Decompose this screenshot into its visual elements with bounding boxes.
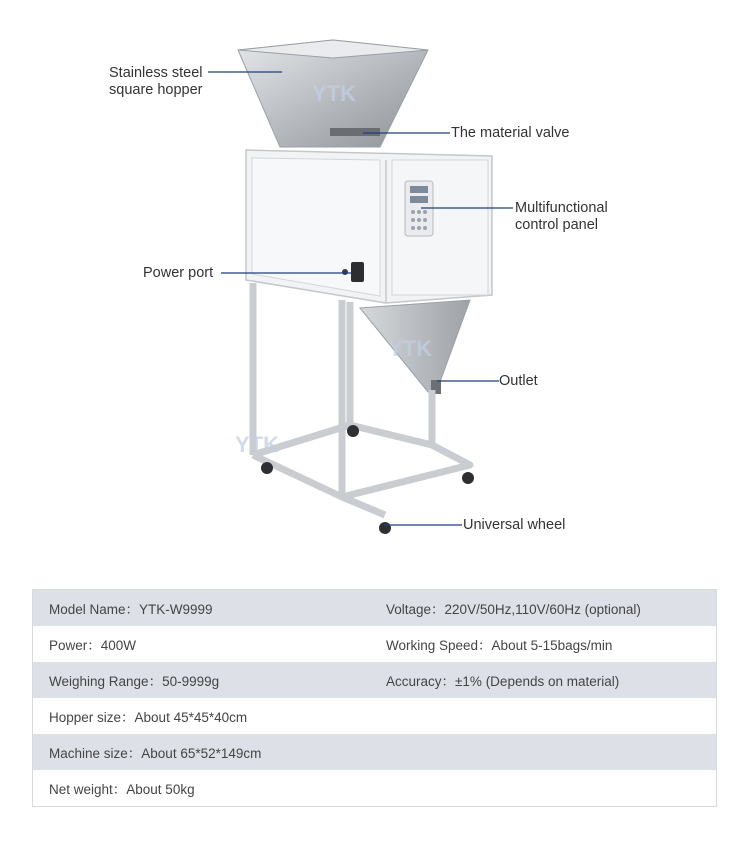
callout-hopper-line2: square hopper — [109, 82, 203, 98]
spec-cell — [386, 698, 717, 734]
spec-row — [33, 698, 717, 734]
callout-outlet: Outlet — [499, 373, 538, 389]
spec-row — [33, 770, 717, 807]
callout-wheel: Universal wheel — [463, 517, 566, 533]
callout-panel-line2: control panel — [515, 217, 599, 233]
spec-cell — [386, 770, 717, 807]
spec-row — [33, 590, 717, 627]
spec-cell: Machine size：About 65*52*149cm — [33, 734, 387, 770]
spec-cell: Working Speed：About 5-15bags/min — [386, 638, 613, 653]
callout-panel — [515, 200, 608, 234]
spec-cell: Hopper size：About 45*45*40cm — [49, 710, 248, 725]
cabinet — [246, 150, 492, 303]
spec-cell: Voltage：220V/50Hz,110V/60Hz (optional) — [386, 590, 717, 627]
spec-cell: Model Name：YTK-W9999 — [33, 590, 387, 627]
callout-panel-line1: Multifunctional — [515, 200, 608, 216]
spec-cell — [386, 734, 717, 770]
watermark-text: YTK — [388, 336, 432, 361]
spec-row — [33, 662, 717, 698]
watermark-text: YTK — [235, 432, 279, 457]
spec-cell: Accuracy：±1% (Depends on material) — [386, 662, 717, 698]
spec-row — [33, 734, 717, 770]
spec-cell: Power：400W — [49, 638, 137, 653]
spec-table — [32, 589, 717, 807]
watermark-text: YTK — [312, 81, 356, 106]
spec-cell: Net weight：About 50kg — [49, 782, 195, 797]
callout-hopper-line1: Stainless steel — [109, 65, 203, 81]
spec-row — [33, 626, 717, 662]
callout-valve: The material valve — [451, 125, 570, 141]
callout-hopper — [109, 65, 203, 99]
callout-power-port: Power port — [143, 265, 214, 281]
spec-cell: Weighing Range：50-9999g — [33, 662, 387, 698]
